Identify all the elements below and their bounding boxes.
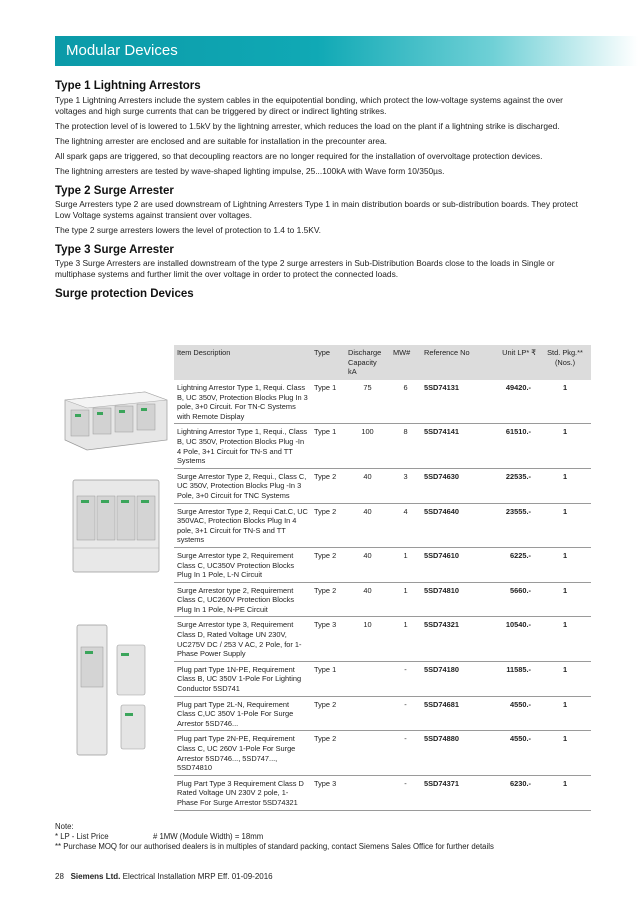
price-header: Unit LP* ₹ <box>485 345 539 380</box>
item-mw: - <box>390 731 421 775</box>
item-reference: 5SD74630 <box>421 468 485 503</box>
item-description: Surge Arrestor Type 2, Requi Cat.C, UC 350VAC, Protection Blocks Plug In 4 pole, 3+1 Circuit for TN-S and TT systems <box>174 503 311 547</box>
item-price: 10540.- <box>485 617 539 661</box>
notes <box>55 822 494 852</box>
item-discharge: 100 <box>345 424 390 468</box>
item-discharge: 10 <box>345 617 390 661</box>
image-column-header <box>55 345 174 380</box>
product-image <box>55 617 174 810</box>
item-price: 5660.- <box>485 582 539 617</box>
item-type: Type 3 <box>311 775 345 810</box>
item-discharge: 40 <box>345 582 390 617</box>
table-header-row <box>55 345 591 380</box>
note-title: Note: <box>55 822 74 831</box>
item-mw: - <box>390 661 421 696</box>
intro-content <box>55 80 585 302</box>
item-mw: 3 <box>390 468 421 503</box>
item-mw: - <box>390 775 421 810</box>
item-pkg: 1 <box>539 468 591 503</box>
item-mw: 1 <box>390 617 421 661</box>
item-type: Type 2 <box>311 731 345 775</box>
item-reference: 5SD74180 <box>421 661 485 696</box>
item-discharge: 40 <box>345 468 390 503</box>
item-type: Type 2 <box>311 547 345 582</box>
type1-paragraph: All spark gaps are triggered, so that decoupling reactors are no longer required for the installation of overvoltage protection devices. <box>55 151 543 161</box>
item-price: 23555.- <box>485 503 539 547</box>
item-price: 4550.- <box>485 696 539 731</box>
item-pkg: 1 <box>539 503 591 547</box>
item-reference: 5SD74610 <box>421 547 485 582</box>
item-discharge <box>345 661 390 696</box>
note-lp-mw <box>55 832 494 842</box>
item-pkg: 1 <box>539 696 591 731</box>
item-description: Surge Arrestor type 2, Requirement Class C, UC350V Protection Blocks Plug In 1 Pole, L-N Circuit <box>174 547 311 582</box>
item-description: Surge Arrestor Type 2, Requi., Class C, UC 350V, Protection Blocks Plug -In 3 Pole, 3+0 Circuit for TNC Systems <box>174 468 311 503</box>
item-type: Type 2 <box>311 582 345 617</box>
item-mw: 1 <box>390 547 421 582</box>
item-discharge: 75 <box>345 380 390 424</box>
item-reference: 5SD74371 <box>421 775 485 810</box>
item-mw: 1 <box>390 582 421 617</box>
item-reference: 5SD74131 <box>421 380 485 424</box>
item-discharge <box>345 775 390 810</box>
item-reference: 5SD74681 <box>421 696 485 731</box>
item-discharge <box>345 696 390 731</box>
item-type: Type 1 <box>311 380 345 424</box>
note-mw: # 1MW (Module Width) = 18mm <box>152 832 264 841</box>
item-description: Plug part Type 2L-N, Requirement Class C,UC 350V 1-Pole For Surge Arrestor 5SD746... <box>174 696 311 731</box>
item-pkg: 1 <box>539 775 591 810</box>
item-reference: 5SD74141 <box>421 424 485 468</box>
item-type: Type 3 <box>311 617 345 661</box>
note-moq: ** Purchase MOQ for our authorised dealers is in multiples of standard packing, contact Siemens Sales Office for further details <box>55 842 494 851</box>
item-pkg: 1 <box>539 582 591 617</box>
item-mw: 8 <box>390 424 421 468</box>
reference-header: Reference No <box>421 345 485 380</box>
item-reference: 5SD74640 <box>421 503 485 547</box>
type1-paragraph: Type 1 Lightning Arresters include the system cables in the equipotential bonding, which protect the low-voltage systems against the over voltages and high surge currents that can be triggered by direct or indirect lighting strikes. <box>55 95 563 116</box>
type2-heading: Type 2 Surge Arrester <box>55 185 174 197</box>
item-pkg: 1 <box>539 661 591 696</box>
type3-heading: Type 3 Surge Arrester <box>55 244 174 256</box>
item-pkg: 1 <box>539 547 591 582</box>
page-footer <box>55 872 273 881</box>
item-description: Lightning Arrestor Type 1, Requi., Class B, UC 350V, Protection Blocks Plug -In 4 Pole, 3+1 Circuit for TN-S and TT Systems <box>174 424 311 468</box>
mw-header: MW# <box>390 345 421 380</box>
discharge-header: Discharge Capacity kA <box>345 345 390 380</box>
item-description: Surge Arrestor type 3, Requirement Class D, Rated Voltage UN 230V, UC275V DC / 253 V AC, 2 Pole, for 1-Phase Power Supply <box>174 617 311 661</box>
type1-arrester-image <box>55 380 174 456</box>
table-row <box>55 617 591 661</box>
product-image <box>55 380 174 468</box>
spd-heading: Surge protection Devices <box>55 288 194 300</box>
item-mw: 6 <box>390 380 421 424</box>
type2-arrester-image <box>55 468 174 578</box>
product-table <box>55 345 591 811</box>
item-pkg: 1 <box>539 731 591 775</box>
item-description: Plug part Type 2N-PE, Requirement Class C, UC 260V 1-Pole For Surge Arrestor 5SD746..., 5SD747..., 5SD74810 <box>174 731 311 775</box>
footer-company: Siemens Ltd. <box>70 872 121 881</box>
item-pkg: 1 <box>539 380 591 424</box>
item-discharge: 40 <box>345 503 390 547</box>
item-price: 49420.- <box>485 380 539 424</box>
item-discharge <box>345 731 390 775</box>
item-type: Type 1 <box>311 424 345 468</box>
type-header: Type <box>311 345 345 380</box>
item-reference: 5SD74880 <box>421 731 485 775</box>
section-banner <box>55 36 638 66</box>
item-pkg: 1 <box>539 424 591 468</box>
item-type: Type 2 <box>311 503 345 547</box>
item-description: Plug part Type 1N-PE, Requirement Class B, UC 350V 1-Pole For Lighting Conductor 5SD741 <box>174 661 311 696</box>
table-row <box>55 468 591 503</box>
type1-paragraph: The lightning arrester are enclosed and are suitable for installation in the precounter area. <box>55 136 387 146</box>
note-lp: * LP - List Price <box>55 832 109 841</box>
item-mw: 4 <box>390 503 421 547</box>
item-price: 61510.- <box>485 424 539 468</box>
item-description-header: Item Description <box>174 345 311 380</box>
item-type: Type 1 <box>311 661 345 696</box>
item-type: Type 2 <box>311 696 345 731</box>
item-description: Lightning Arrestor Type 1, Requi. Class B, UC 350V, Protection Blocks Plug In 3 pole, 3+0 Circuit. For TN-C Systems with Remote Display <box>174 380 311 424</box>
type1-paragraph: The lightning arresters are tested by wave-shaped lighting impulse, 25...100kA with Wave form 10/350µs. <box>55 166 445 176</box>
footer-doc: Electrical Installation MRP Eff. 01-09-2016 <box>122 872 273 881</box>
item-reference: 5SD74810 <box>421 582 485 617</box>
page-number: 28 <box>55 872 64 881</box>
banner-title: Modular Devices <box>66 42 178 59</box>
item-price: 4550.- <box>485 731 539 775</box>
item-price: 11585.- <box>485 661 539 696</box>
item-pkg: 1 <box>539 617 591 661</box>
pkg-header: Std. Pkg.** (Nos.) <box>539 345 591 380</box>
item-price: 6225.- <box>485 547 539 582</box>
type3-arrester-image <box>55 617 174 767</box>
item-mw: - <box>390 696 421 731</box>
type2-paragraph: Surge Arresters type 2 are used downstream of Lightning Arresters Type 1 in main distribution boards or sub-distribution boards. They protect Low Voltage systems against transient over voltages. <box>55 199 578 220</box>
item-discharge: 40 <box>345 547 390 582</box>
item-reference: 5SD74321 <box>421 617 485 661</box>
item-description: Surge Arrestor type 2, Requirement Class C, UC260V Protection Blocks Plug In 1 Pole, N-PE Circuit <box>174 582 311 617</box>
product-image <box>55 468 174 617</box>
item-description: Plug Part Type 3 Requirement Class D Rated Voltage UN 230V 2 pole, 1-Phase For Surge Arrestor 5SD74321 <box>174 775 311 810</box>
item-price: 22535.- <box>485 468 539 503</box>
item-type: Type 2 <box>311 468 345 503</box>
type1-paragraph: The protection level of is lowered to 1.5kV by the lightning arrester, which reduces the load on the plant if a lightning strike is discharged. <box>55 121 560 131</box>
type1-heading: Type 1 Lightning Arrestors <box>55 80 201 92</box>
item-price: 6230.- <box>485 775 539 810</box>
type2-paragraph: The type 2 surge arresters lowers the level of protection to 1.4 to 1.5KV. <box>55 225 321 235</box>
table-row <box>55 380 591 424</box>
type3-paragraph: Type 3 Surge Arresters are installed downstream of the type 2 surge arresters in Sub-Distribution Boards close to the loads in Single or multiphase systems and further limit the over voltage in order to protect the connected loads. <box>55 258 555 279</box>
